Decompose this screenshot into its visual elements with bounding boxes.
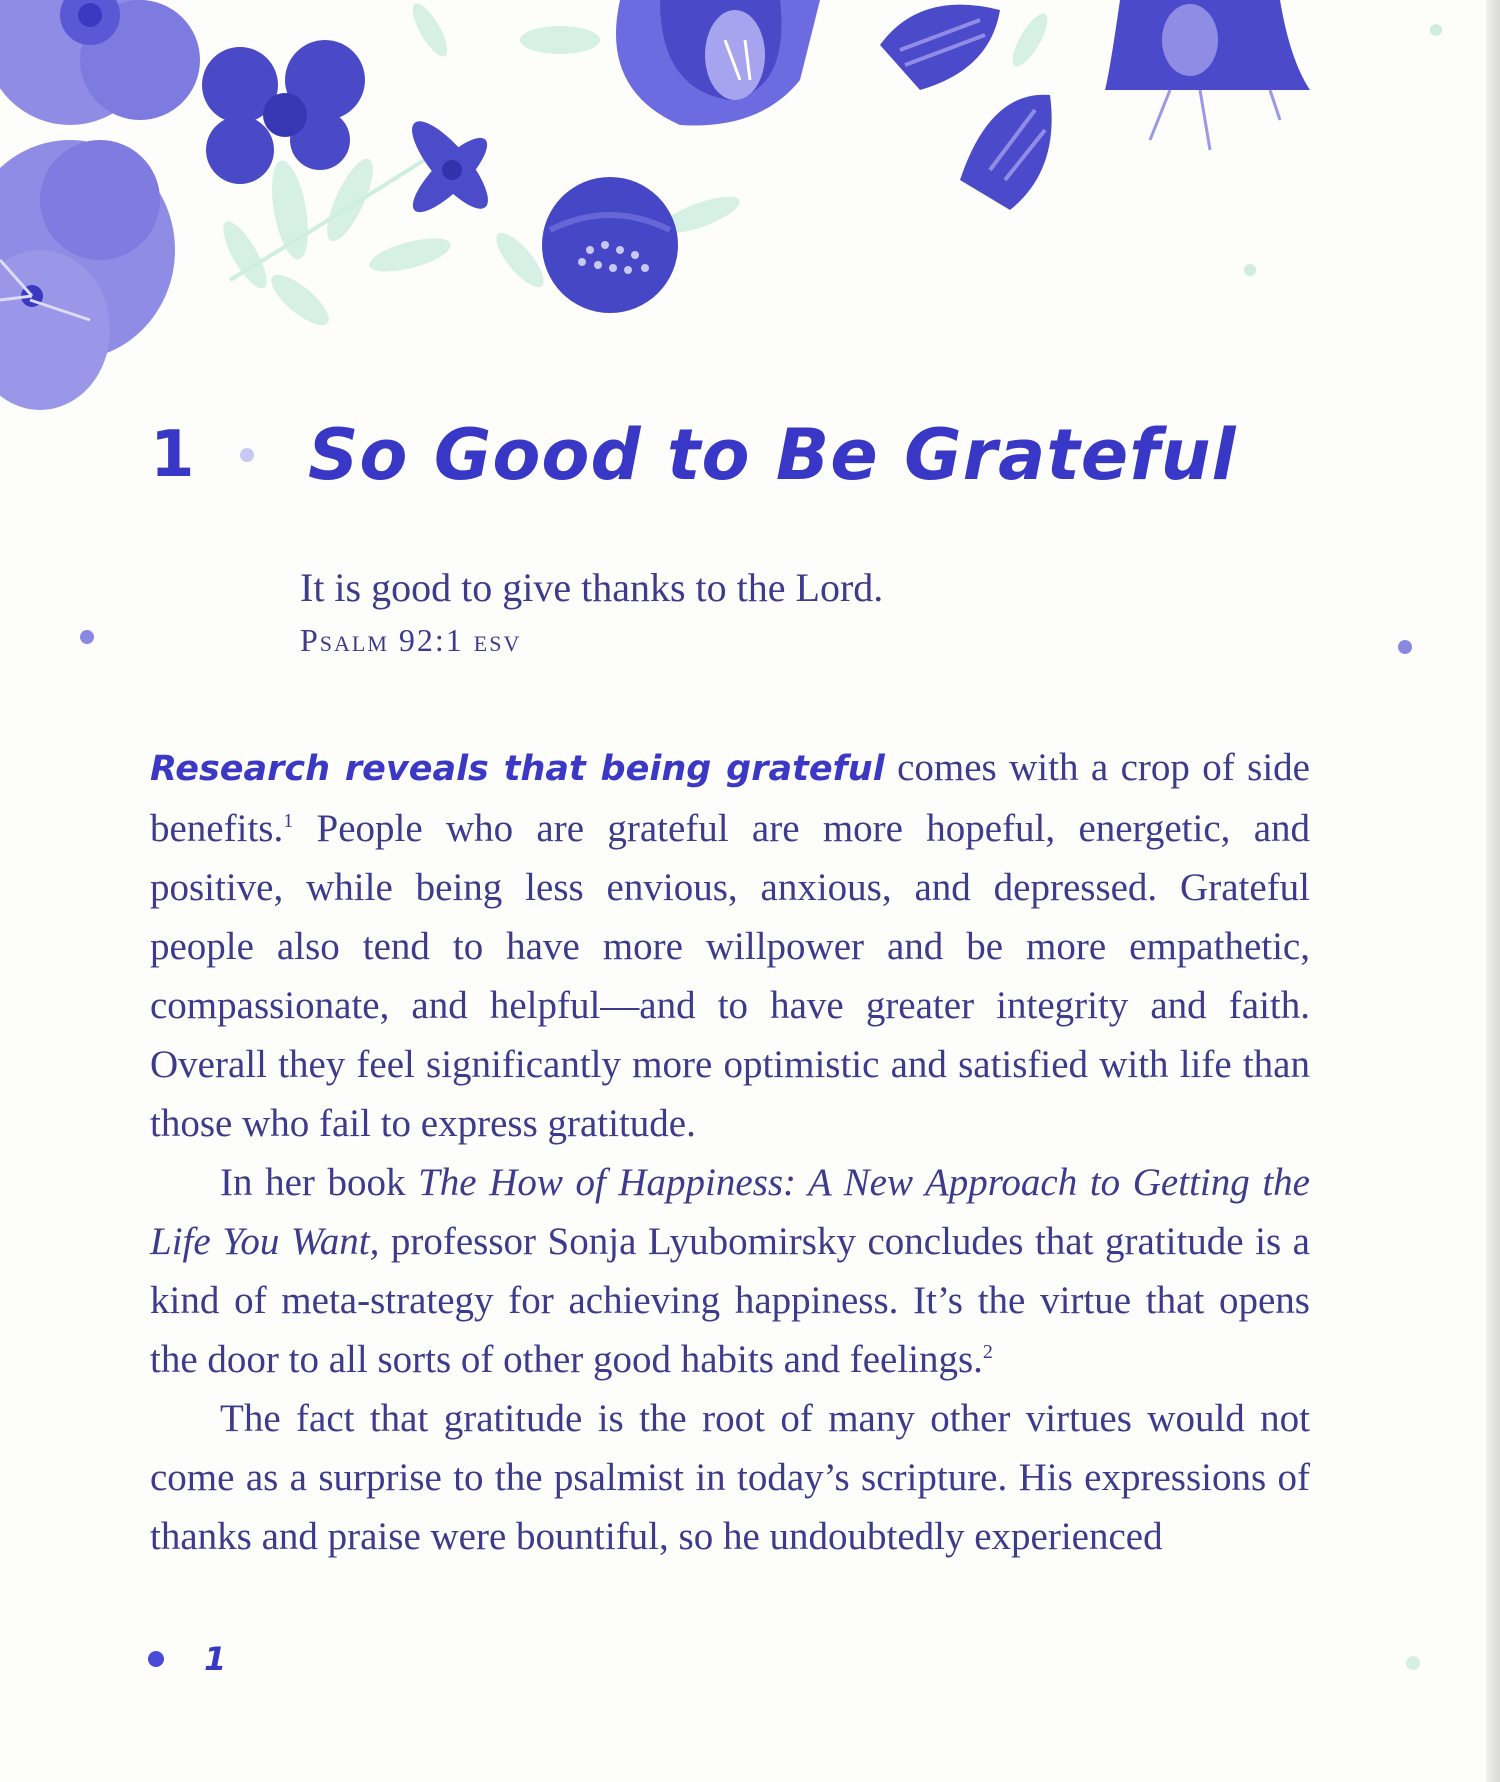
epigraph [300, 562, 883, 666]
footnote-marker-2: 2 [982, 1341, 993, 1363]
body-text [150, 738, 1310, 1566]
footnote-marker-1: 1 [283, 810, 294, 832]
chapter-heading [150, 400, 1237, 510]
page-number: 1 [204, 1640, 227, 1678]
book-title: The How of Happiness: A New Approach to Getting the Life You Want, [150, 1161, 1310, 1263]
footer-dot [148, 1651, 164, 1667]
chapter-bullet [240, 448, 254, 462]
paragraph-2-intro: In her book [220, 1161, 419, 1204]
paragraph-3-text: The fact that gratitude is the root of many other virtues would not come as a surprise to the psalmist in today’s scripture. His expressions of thanks and praise were bountiful, so he undoubtedly experienced [150, 1397, 1310, 1558]
paragraph-1 [150, 738, 1310, 1153]
epigraph-verse: It is good to give thanks to the Lord. [300, 565, 884, 610]
decorative-dot-left [80, 630, 94, 644]
decorative-dot-bottom-right [1406, 1656, 1420, 1670]
chapter-title: So Good to Be Grateful [308, 414, 1237, 496]
decorative-dot-top-right [1430, 24, 1442, 36]
page-footer [148, 1640, 226, 1678]
floral-illustration [0, 0, 1500, 460]
paragraph-3 [150, 1389, 1310, 1566]
lead-in-phrase: Research reveals that being grateful [150, 749, 885, 789]
paragraph-2-text: professor Sonja Lyubomirsky concludes that gratitude is a kind of meta-strategy for achieving happiness. It’s the virtue that opens the door to all sorts of other good habits and feelings. [150, 1220, 1310, 1381]
chapter-number: 1 [150, 418, 195, 492]
decorative-dot-right [1398, 640, 1412, 654]
paragraph-1-text: comes with a crop of side benefits. [150, 746, 1310, 850]
decorative-dot-mid-right [1244, 264, 1256, 276]
epigraph-citation: Psalm 92:1 esv [300, 622, 522, 658]
paragraph-2 [150, 1153, 1310, 1389]
paragraph-1-rest: People who are grateful are more hopeful, energetic, and positive, while being less envious, anxious, and depressed. Grateful people also tend to have more willpower and be more empathetic, compassionate, and helpful—and to have greater integrity and faith. Overall they feel significantly more optimistic and satisfied with life than those who fail to express gratitude. [150, 807, 1310, 1145]
